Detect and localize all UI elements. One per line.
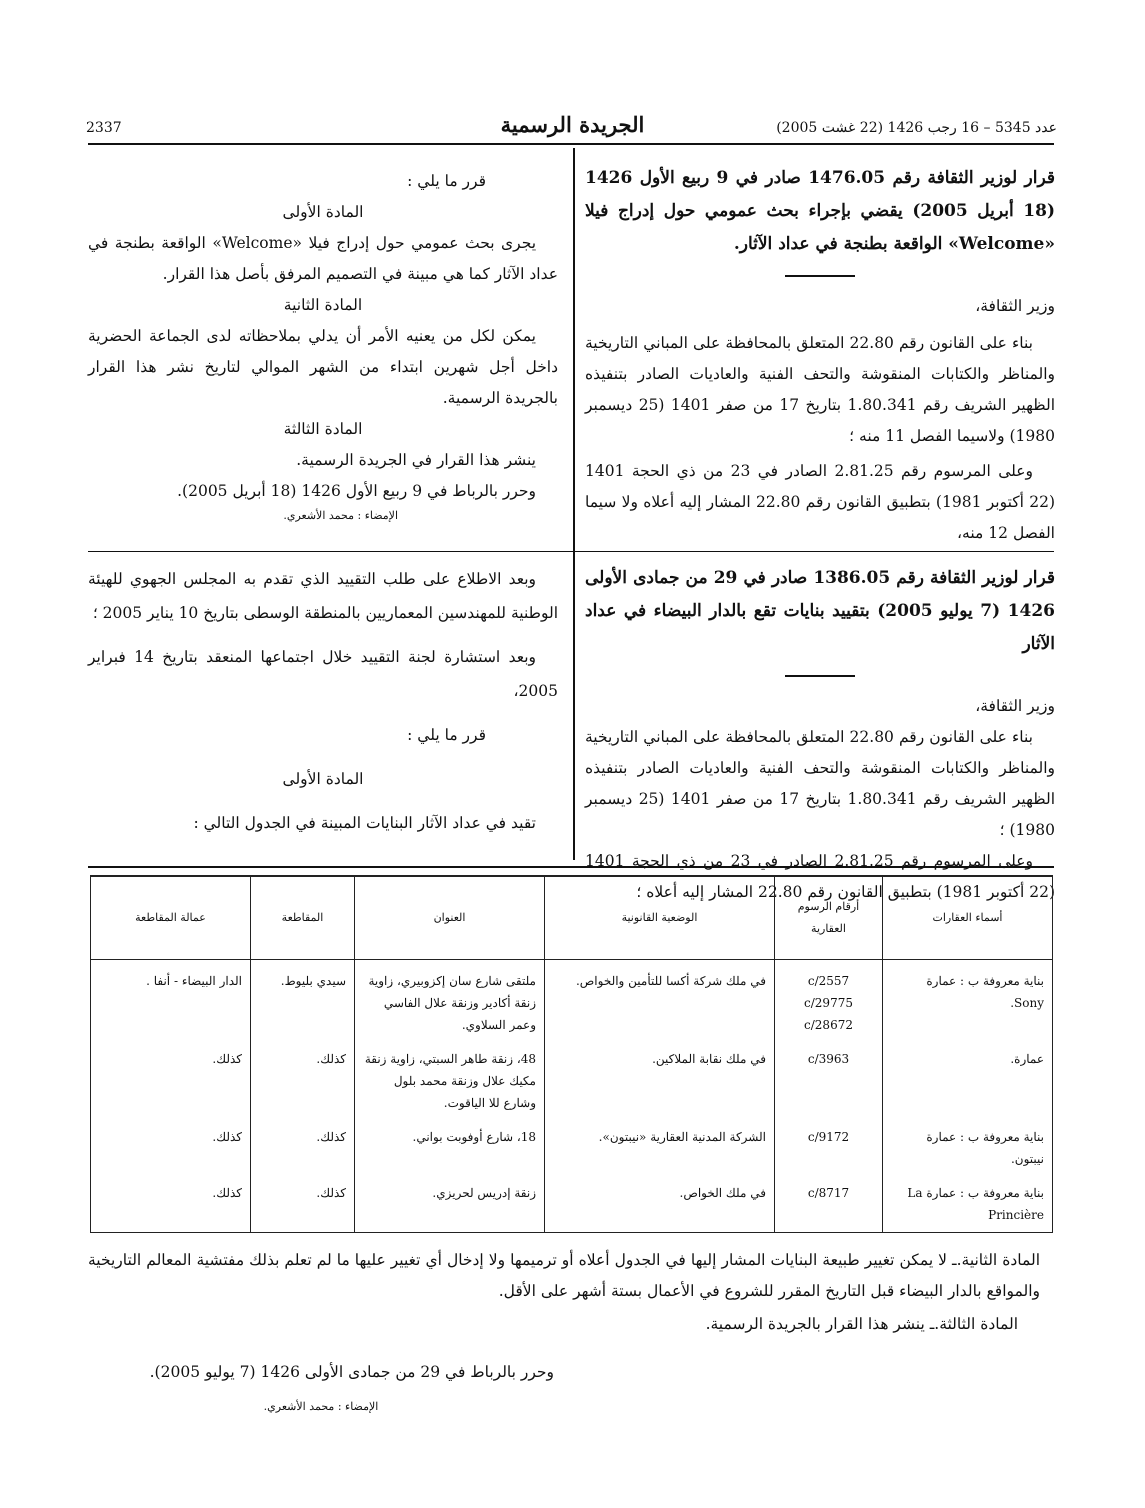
col-header: أرقام الرسوم العقارية (775, 876, 883, 960)
journal-title: الجريدة الرسمية (500, 112, 645, 137)
table-cell: كذلك. (251, 1042, 355, 1120)
decree1-art1-title: المادة الأولى (282, 203, 364, 221)
decree1-para2: وعلى المرسوم رقم 2.81.25 الصادر في 23 من ذي الحجة 1401 (22 أكتوبر 1981) بتطبيق القانون رقم 22.80 المشار إليه أعلاه ولا سيما الفصل 12 منه، (585, 462, 1056, 542)
table-cell: كذلك. (251, 1120, 355, 1176)
table-cell: كذلك. (251, 1176, 355, 1233)
title-separator (785, 275, 855, 277)
table-cell: 8717/c (775, 1176, 883, 1233)
table-cell: بناية معروفة ب : عمارة نيبتون. (883, 1120, 1053, 1176)
issue-info: عدد 5345 – 16 رجب 1426 (22 غشت 2005) (776, 120, 1057, 136)
table-cell: 3963/c (775, 1042, 883, 1120)
table-top-rule (88, 866, 1054, 868)
table-cell: في ملك نقابة الملاكين. (545, 1042, 775, 1120)
table-cell: زنقة إدريس لحريزي. (355, 1176, 545, 1233)
column-divider (573, 148, 575, 860)
table-cell: بناية معروفة ب : عمارة Sony. (883, 960, 1053, 1043)
table-cell: كذلك. (91, 1176, 251, 1233)
table-cell: بناية معروفة ب : عمارة La Princière (883, 1176, 1053, 1233)
decree2-decides: قرر ما يلي : (407, 726, 486, 744)
left-section-rule (88, 551, 574, 552)
decree1-art3-title: المادة الثالثة (283, 420, 363, 438)
table-cell: كذلك. (91, 1120, 251, 1176)
table-header-row (91, 876, 1053, 960)
decree2-done-at: وحرر بالرباط في 29 من جمادى الأولى 1426 (7 يوليو 2005). (149, 1363, 554, 1381)
decree1-art2-title: المادة الثانية (283, 296, 363, 314)
table-cell: الشركة المدنية العقارية «نيبتون». (545, 1120, 775, 1176)
decree1-done-at: وحرر بالرباط في 9 ربيع الأول 1426 (18 أبريل 2005). (177, 482, 536, 500)
table-cell: عمارة. (883, 1042, 1053, 1120)
table-cell: 2557/c 29775/c 28672/c (775, 960, 883, 1043)
table-cell: الدار البيضاء - أنفا . (91, 960, 251, 1043)
col-header: أسماء العقارات (883, 876, 1053, 960)
decree2-para3: وبعد الاطلاع على طلب التقييد الذي تقدم به المجلس الجهوي للهيئة الوطنية للمهندسين المعماريين بالمنطقة الوسطى بتاريخ 10 يناير 2005 ؛ (88, 570, 558, 622)
decree2-title: قرار لوزير الثقافة رقم 1386.05 صادر في 29 من جمادى الأولى 1426 (7 يوليو 2005) بتقييد بنايات تقع بالدار البيضاء في عداد الآثار (585, 568, 1055, 654)
decree2-preamble (88, 562, 558, 840)
decree2-closing (88, 1245, 1054, 1413)
decree1-decides: قرر ما يلي : (407, 172, 486, 190)
page-number: 2337 (86, 120, 122, 136)
decree1-title: قرار لوزير الثقافة رقم 1476.05 صادر في 9 ربيع الأول 1426 (18 أبريل 2005) يقضي بإجراء بحث عمومي حول إدراج فيلا «Welcome» الواقعة بطنجة في عداد الآثار. (585, 168, 1055, 254)
table-cell: 18، شارع أوفوبت بواني. (355, 1120, 545, 1176)
col-header: المقاطعة (251, 876, 355, 960)
right-section-rule (573, 551, 1054, 552)
decree2-signature: الإمضاء : محمد الأشعري. (263, 1400, 379, 1413)
decree1-articles (88, 166, 558, 525)
table-row (91, 1120, 1053, 1176)
title-separator (785, 675, 855, 677)
decree1-para1: بناء على القانون رقم 22.80 المتعلق بالمحافظة على المباني التاريخية والمناظر والكتابات المنقوشة والتحف الفنية والعاديات الصادر بتنفيذه الظهير الشريف رقم 1.80.341 بتاريخ 17 من صفر 1401 (25 ديسمبر 1980) ولاسيما الفصل 11 منه ؛ (585, 334, 1055, 445)
table-cell: كذلك. (91, 1042, 251, 1120)
decree2-para1: بناء على القانون رقم 22.80 المتعلق بالمحافظة على المباني التاريخية والمناظر والكتابات المنقوشة والتحف الفنية والعاديات الصادر بتنفيذه الظهير الشريف رقم 1.80.341 بتاريخ 17 من صفر 1401 (25 ديسمبر 1980) ؛ (585, 728, 1055, 839)
decree2-para2: وعلى المرسوم رقم 2.81.25 الصادر في 23 من ذي الحجة 1401 (22 أكتوبر 1981) بتطبيق القانون رقم 22.80 المشار إليه أعلاه ؛ (585, 852, 1055, 901)
table-cell: ملتقى شارع سان إكزوبيري، زاوية زنقة أكادير وزنقة علال الفاسي وعمر السلاوي. (355, 960, 545, 1043)
decree2-para4: وبعد استشارة لجنة التقييد خلال اجتماعها المنعقد بتاريخ 14 فبراير 2005، (88, 648, 558, 700)
table-row (91, 960, 1053, 1043)
decree2-art3: المادة الثالثة.ـ ينشر هذا القرار بالجريدة الرسمية. (705, 1315, 1018, 1333)
decree1-art3: ينشر هذا القرار في الجريدة الرسمية. (296, 451, 536, 469)
header-rule (88, 143, 1054, 145)
decree2-intro (585, 562, 1055, 908)
decree2-art1: تقيد في عداد الآثار البنايات المبينة في الجدول التالي : (193, 814, 536, 832)
col-header: عمالة المقاطعة (91, 876, 251, 960)
decree1-signature: الإمضاء : محمد الأشعري. (283, 509, 398, 522)
col-header: العنوان (355, 876, 545, 960)
table-cell: في ملك شركة أكسا للتأمين والخواص. (545, 960, 775, 1043)
buildings-table (90, 875, 1053, 1233)
decree2-art1-title: المادة الأولى (282, 770, 364, 788)
table-cell: في ملك الخواص. (545, 1176, 775, 1233)
decree2-minister: وزير الثقافة، (975, 697, 1055, 715)
table-cell: 48، زنقة طاهر السبتي، زاوية زنقة مكيك علال وزنقة محمد بلول وشارع للا الياقوت. (355, 1042, 545, 1120)
decree1-art1: يجرى بحث عمومي حول إدراج فيلا «Welcome» الواقعة بطنجة في عداد الآثار كما هي مبينة في التصميم المرفق بأصل هذا القرار. (88, 234, 558, 283)
decree1-intro (585, 162, 1055, 549)
col-header: الوضعية القانونية (545, 876, 775, 960)
decree1-minister: وزير الثقافة، (975, 297, 1055, 315)
decree1-art2: يمكن لكل من يعنيه الأمر أن يدلي بملاحظاته لدى الجماعة الحضرية داخل أجل شهرين ابتداء من الشهر الموالي لتاريخ نشر هذا القرار بالجريدة الرسمية. (88, 327, 558, 407)
table-row (91, 1176, 1053, 1233)
table-cell: سيدي بليوط. (251, 960, 355, 1043)
table-row (91, 1042, 1053, 1120)
decree2-art2: المادة الثانية.ـ لا يمكن تغيير طبيعة البنايات المشار إليها في الجدول أعلاه أو ترميمها ولا إدخال أي تغيير عليها ما لم تعلم بذلك مفتشية المعالم التاريخية والمواقع بالدار البيضاء قبل التاريخ المقرر للشروع في الأعمال بستة أشهر على الأقل. (88, 1251, 1040, 1300)
table-cell: 9172/c (775, 1120, 883, 1176)
